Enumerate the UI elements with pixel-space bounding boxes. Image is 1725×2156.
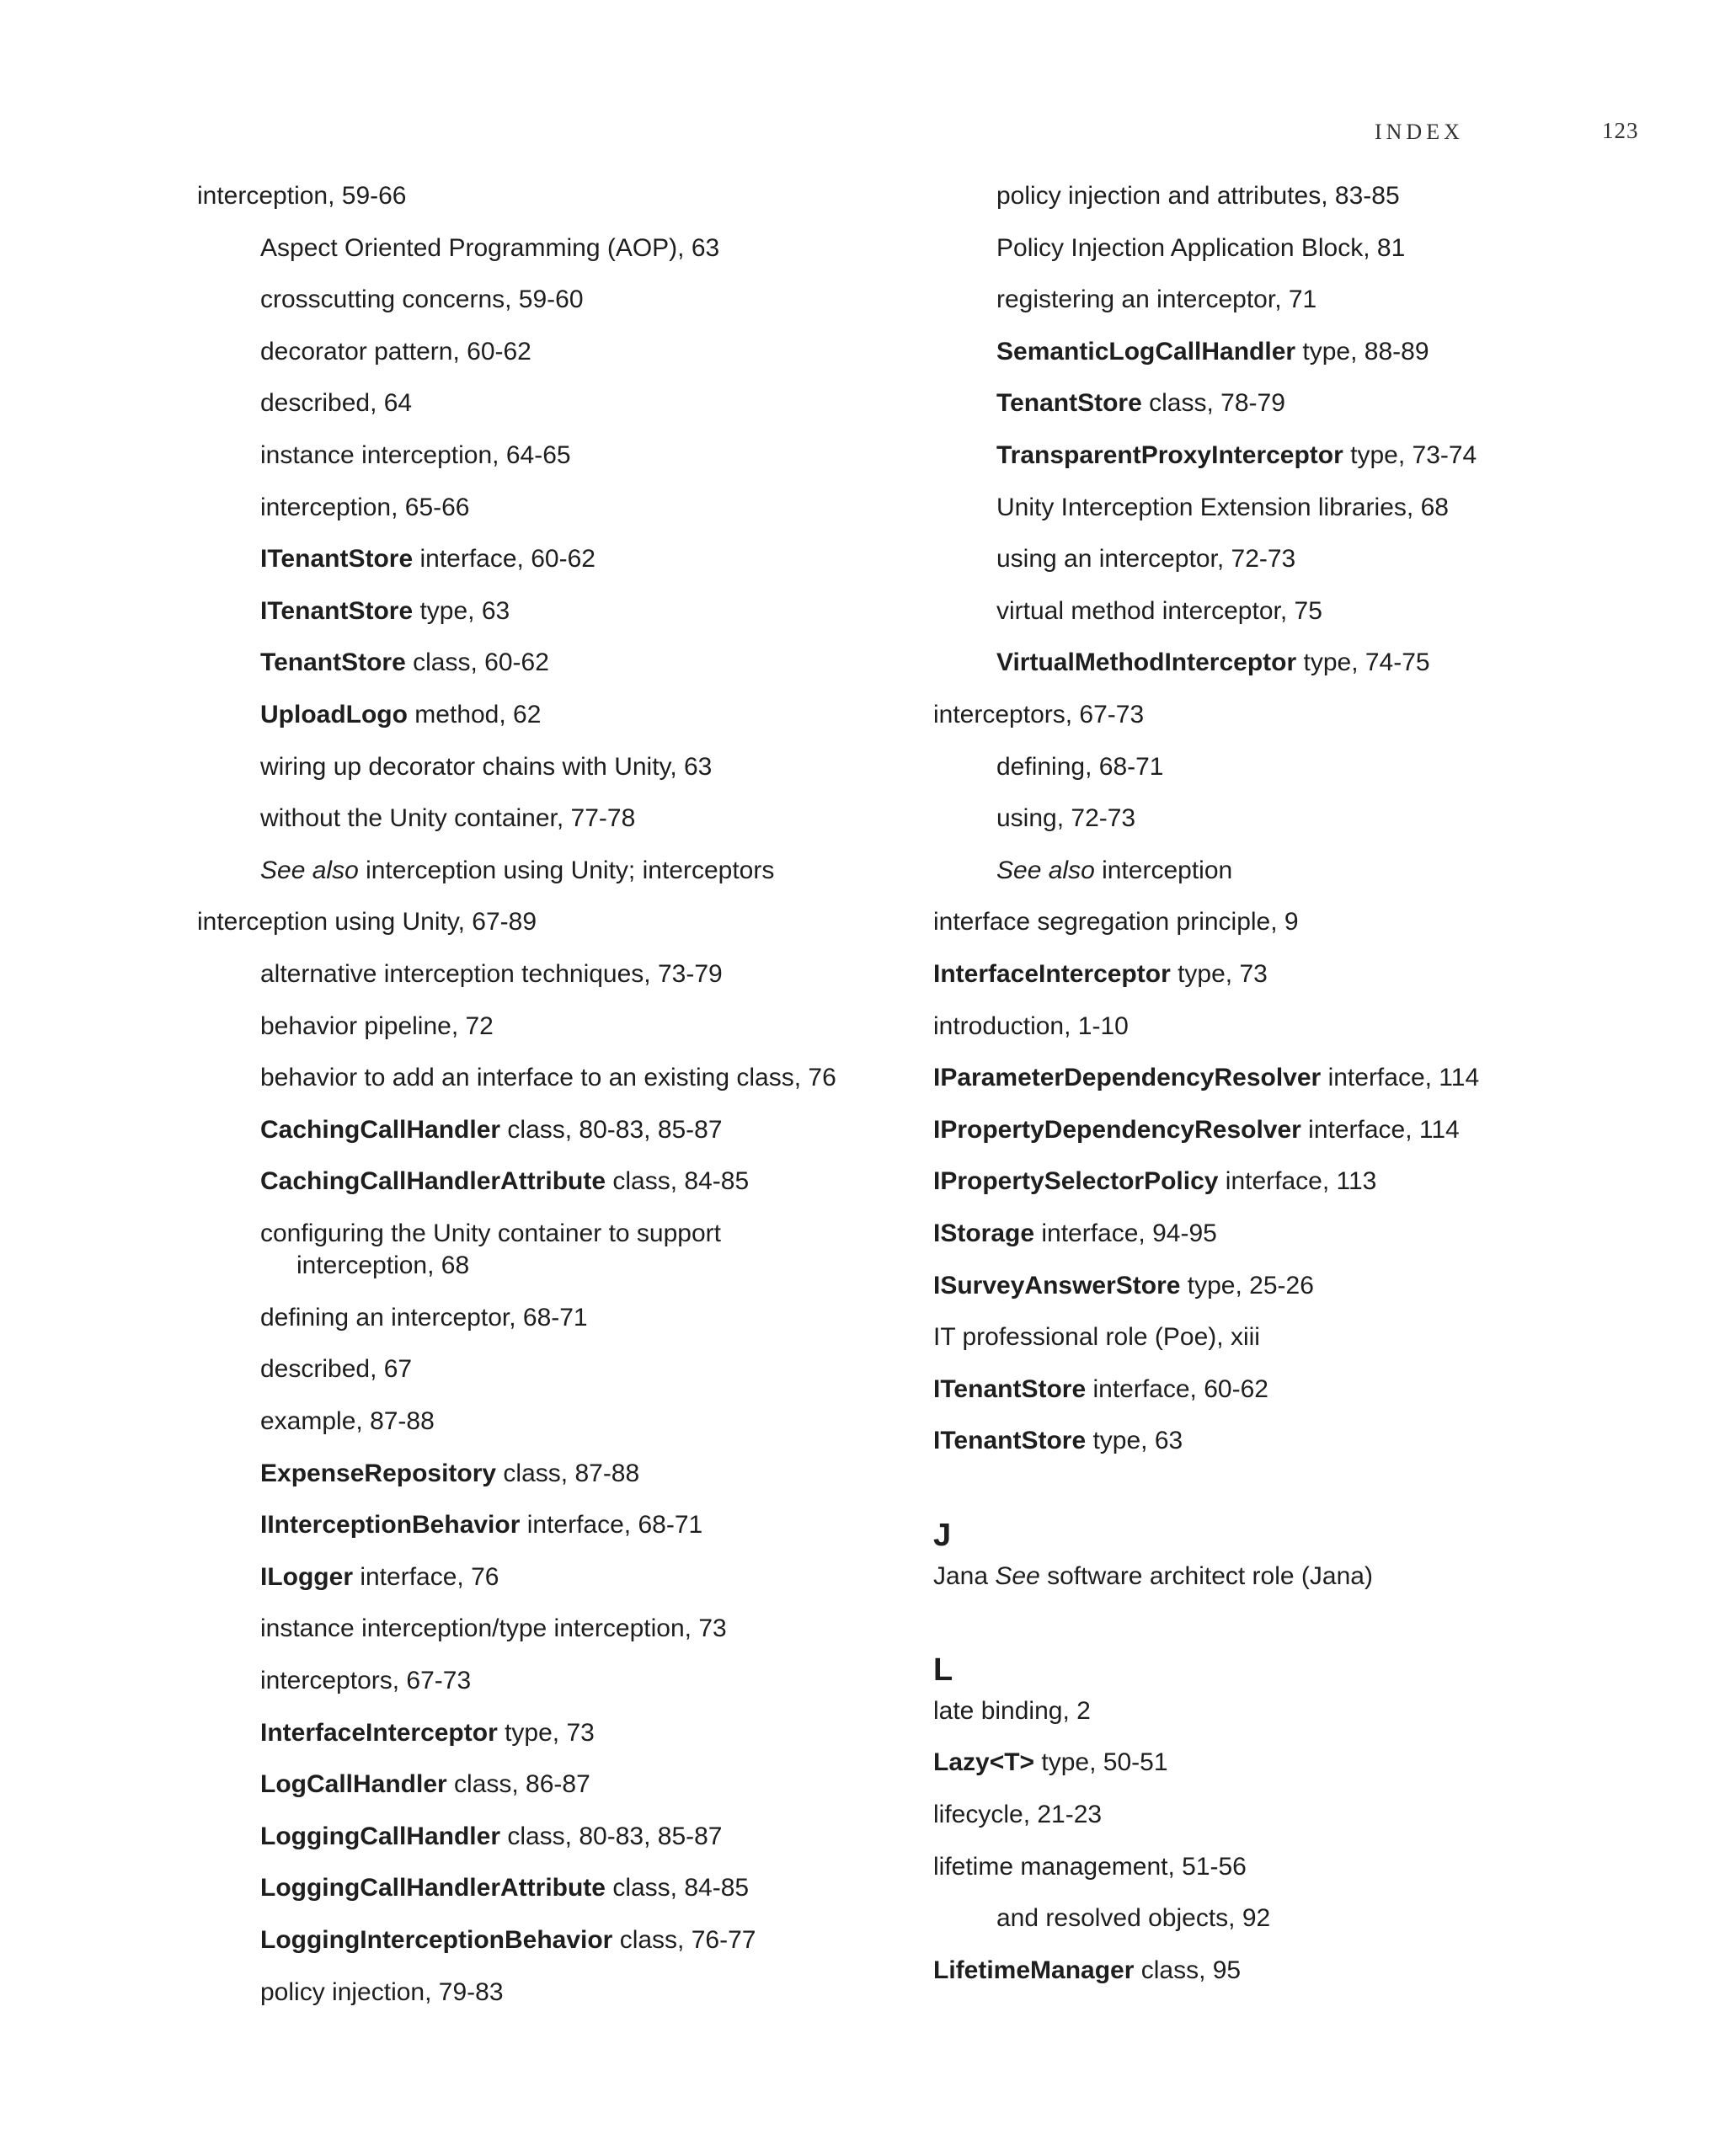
entry-see-ref: See also — [996, 856, 1095, 884]
index-entry — [197, 906, 537, 938]
entry-term: UploadLogo — [260, 701, 408, 728]
entry-text: described, 67 — [260, 1355, 413, 1384]
entry-text: interception, 65-66 — [260, 493, 470, 521]
entry-text: interface, 68-71 — [520, 1511, 703, 1540]
index-subentry — [933, 543, 1295, 575]
entry-text: introduction, 1-10 — [933, 1011, 1129, 1040]
entry-text: described, 64 — [260, 389, 413, 418]
entry-text: interface, 114 — [1321, 1064, 1480, 1092]
entry-text: virtual method interceptor, 75 — [996, 596, 1322, 625]
entry-term: InterfaceInterceptor — [260, 1718, 498, 1747]
index-subentry — [197, 387, 412, 419]
index-subentry — [197, 1458, 639, 1490]
index-subentry — [933, 440, 1477, 472]
entry-text: interception using Unity; interceptors — [358, 856, 775, 884]
entry-text: Unity Interception Extension libraries, 68 — [996, 493, 1449, 521]
entry-text: interface, 113 — [1218, 1167, 1377, 1196]
index-subentry — [197, 699, 541, 731]
page-number: 123 — [1602, 118, 1639, 143]
index-subentry — [197, 1872, 749, 1904]
entry-text: interface, 94-95 — [1034, 1219, 1217, 1247]
index-subentry — [197, 803, 635, 835]
entry-term: SemanticLogCallHandler — [996, 337, 1296, 366]
entry-term: TenantStore — [260, 648, 406, 677]
entry-see-ref: See — [995, 1561, 1040, 1590]
index-subentry — [197, 1011, 494, 1043]
entry-term: LifetimeManager — [933, 1956, 1135, 1984]
index-entry — [933, 1561, 1373, 1593]
entry-text: class, 78-79 — [1141, 389, 1285, 418]
entry-text: type, 73-74 — [1343, 441, 1477, 469]
index-entry — [933, 1374, 1268, 1406]
index-entry — [933, 1166, 1376, 1198]
entry-term: Lazy<T> — [933, 1748, 1035, 1777]
index-subentry — [933, 647, 1430, 679]
index-subentry — [197, 440, 571, 472]
index-entry — [933, 1955, 1241, 1987]
entry-text: class, 87-88 — [496, 1459, 640, 1487]
index-subentry — [197, 1977, 504, 2009]
index-subentry — [197, 1821, 722, 1853]
entry-text: interception, 59-66 — [197, 182, 407, 210]
index-subentry — [197, 958, 723, 990]
entry-term: LogCallHandler — [260, 1770, 447, 1799]
index-entry — [933, 1799, 1102, 1831]
entry-term: TenantStore — [996, 389, 1142, 418]
entry-text: policy injection and attributes, 83-85 — [996, 182, 1400, 210]
index-subentry — [197, 855, 774, 887]
index-subentry — [197, 1353, 412, 1385]
entry-text: class, 76-77 — [612, 1925, 756, 1954]
index-subentry — [197, 1561, 499, 1593]
index-entry — [933, 1851, 1247, 1883]
entry-text: class, 80-83, 85-87 — [500, 1115, 723, 1144]
index-subentry — [197, 1769, 590, 1801]
entry-text: using, 72-73 — [996, 804, 1136, 833]
index-subentry — [197, 232, 719, 264]
entry-term: CachingCallHandlerAttribute — [260, 1167, 606, 1196]
entry-text: and resolved objects, 92 — [996, 1904, 1271, 1933]
entry-text: interception using Unity, 67-89 — [197, 908, 537, 937]
index-letter-heading: L — [933, 1652, 953, 1689]
index-entry — [933, 1011, 1129, 1043]
entry-text: late binding, 2 — [933, 1696, 1091, 1725]
entry-text: policy injection, 79-83 — [260, 1977, 504, 2006]
entry-term: ExpenseRepository — [260, 1459, 497, 1487]
entry-see-ref: See also — [260, 856, 359, 884]
index-entry — [933, 1425, 1183, 1457]
index-subentry — [197, 1062, 836, 1094]
entry-term: ITenantStore — [933, 1374, 1087, 1403]
entry-text: interceptors, 67-73 — [933, 701, 1145, 728]
entry-text: lifetime management, 51-56 — [933, 1852, 1247, 1881]
entry-text: decorator pattern, 60-62 — [260, 337, 531, 366]
index-subentry — [197, 595, 510, 627]
index-subentry — [197, 1218, 721, 1282]
index-entry — [933, 1695, 1091, 1727]
entry-text: example, 87-88 — [260, 1406, 435, 1435]
index-entry — [933, 699, 1144, 731]
index-subentry — [933, 751, 1164, 783]
running-header — [0, 115, 1725, 148]
entry-text: interface, 76 — [353, 1562, 499, 1591]
index-subentry — [933, 232, 1405, 264]
entry-text: interface segregation principle, 9 — [933, 908, 1299, 937]
entry-text: IT professional role (Poe), xiii — [933, 1323, 1260, 1352]
index-subentry — [933, 595, 1322, 627]
entry-term: IStorage — [933, 1219, 1035, 1247]
entry-text: interception — [1094, 856, 1233, 884]
entry-term: IInterceptionBehavior — [260, 1511, 521, 1540]
entry-term: LoggingCallHandler — [260, 1822, 500, 1850]
entry-text: defining an interceptor, 68-71 — [260, 1303, 588, 1331]
entry-text: type, 73 — [497, 1718, 595, 1747]
entry-text: configuring the Unity container to support — [260, 1219, 721, 1247]
entry-text: instance interception, 64-65 — [260, 441, 571, 469]
entry-term: ITenantStore — [933, 1427, 1087, 1455]
entry-text: class, 84-85 — [606, 1167, 750, 1196]
entry-text: Aspect Oriented Programming (AOP), 63 — [260, 233, 720, 262]
entry-term: ILogger — [260, 1562, 353, 1591]
entry-text: type, 50-51 — [1034, 1748, 1168, 1777]
entry-text: behavior pipeline, 72 — [260, 1011, 494, 1040]
entry-text: type, 63 — [413, 596, 510, 625]
index-entry — [933, 1321, 1260, 1353]
index-subentry — [933, 1903, 1270, 1935]
entry-text: Policy Injection Application Block, 81 — [996, 233, 1406, 262]
entry-text: class, 80-83, 85-87 — [500, 1822, 723, 1850]
entry-text: type, 25-26 — [1180, 1271, 1314, 1299]
index-entry — [933, 958, 1268, 990]
entry-text: class, 60-62 — [405, 648, 549, 677]
index-letter-heading: J — [933, 1517, 952, 1553]
index-subentry — [197, 336, 531, 368]
index-subentry — [197, 1717, 595, 1749]
entry-term: LoggingCallHandlerAttribute — [260, 1874, 606, 1903]
entry-text: class, 84-85 — [605, 1874, 750, 1903]
entry-text: type, 63 — [1086, 1427, 1183, 1455]
entry-text: behavior to add an interface to an existing class, 76 — [260, 1064, 836, 1092]
entry-term: IParameterDependencyResolver — [933, 1064, 1322, 1092]
entry-term: IPropertyDependencyResolver — [933, 1115, 1301, 1144]
entry-text: interceptors, 67-73 — [260, 1666, 472, 1694]
entry-text: Jana — [933, 1561, 996, 1590]
entry-text: using an interceptor, 72-73 — [996, 545, 1296, 574]
section-title: INDEX — [1375, 120, 1464, 144]
entry-text: method, 62 — [407, 701, 542, 728]
index-subentry — [197, 543, 595, 575]
entry-text: interface, 60-62 — [1086, 1374, 1268, 1403]
index-subentry — [197, 751, 712, 783]
index-subentry — [197, 1613, 727, 1645]
entry-term: ISurveyAnswerStore — [933, 1271, 1181, 1299]
entry-continuation: interception, 68 — [296, 1251, 470, 1279]
entry-term: LoggingInterceptionBehavior — [260, 1925, 613, 1954]
entry-text: interface, 114 — [1300, 1115, 1460, 1144]
entry-text: type, 73 — [1170, 960, 1268, 988]
index-subentry — [933, 803, 1135, 835]
entry-term: CachingCallHandler — [260, 1115, 501, 1144]
index-subentry — [197, 492, 470, 524]
entry-term: ITenantStore — [260, 596, 414, 625]
index-subentry — [197, 1509, 702, 1541]
index-subentry — [933, 284, 1316, 316]
index-subentry — [933, 855, 1232, 887]
index-subentry — [933, 180, 1400, 212]
entry-term: IPropertySelectorPolicy — [933, 1167, 1219, 1196]
index-subentry — [197, 1665, 471, 1697]
index-entry — [933, 1062, 1479, 1094]
index-subentry — [197, 647, 549, 679]
index-subentry — [197, 284, 584, 316]
entry-text: instance interception/type interception, 73 — [260, 1614, 727, 1643]
entry-term: TransparentProxyInterceptor — [996, 441, 1343, 469]
entry-text: without the Unity container, 77-78 — [260, 804, 636, 833]
index-entry — [933, 1747, 1168, 1779]
index-subentry — [197, 1302, 588, 1334]
index-subentry — [197, 1406, 435, 1438]
index-subentry — [933, 387, 1285, 419]
index-entry — [933, 1218, 1217, 1250]
entry-term: InterfaceInterceptor — [933, 960, 1171, 988]
entry-text: class, 95 — [1134, 1956, 1242, 1984]
entry-text: class, 86-87 — [446, 1770, 590, 1799]
index-entry — [933, 1270, 1314, 1302]
entry-text: wiring up decorator chains with Unity, 63 — [260, 752, 713, 781]
index-subentry — [197, 1114, 723, 1146]
entry-text: registering an interceptor, 71 — [996, 286, 1317, 314]
entry-term: VirtualMethodInterceptor — [996, 648, 1297, 677]
entry-text: type, 74-75 — [1296, 648, 1430, 677]
entry-text: interface, 60-62 — [413, 545, 595, 574]
entry-text: defining, 68-71 — [996, 752, 1164, 781]
index-subentry — [197, 1924, 756, 1956]
entry-text: software architect role (Jana) — [1039, 1561, 1373, 1590]
entry-text: crosscutting concerns, 59-60 — [260, 286, 584, 314]
index-subentry — [933, 492, 1449, 524]
entry-term: ITenantStore — [260, 545, 414, 574]
index-subentry — [197, 1166, 749, 1198]
index-entry — [933, 1114, 1460, 1146]
entry-text: lifecycle, 21-23 — [933, 1800, 1103, 1828]
index-subentry — [933, 336, 1429, 368]
entry-text: alternative interception techniques, 73-79 — [260, 960, 723, 988]
index-entry — [197, 180, 407, 212]
entry-text: type, 88-89 — [1295, 337, 1429, 366]
index-entry — [933, 906, 1299, 938]
